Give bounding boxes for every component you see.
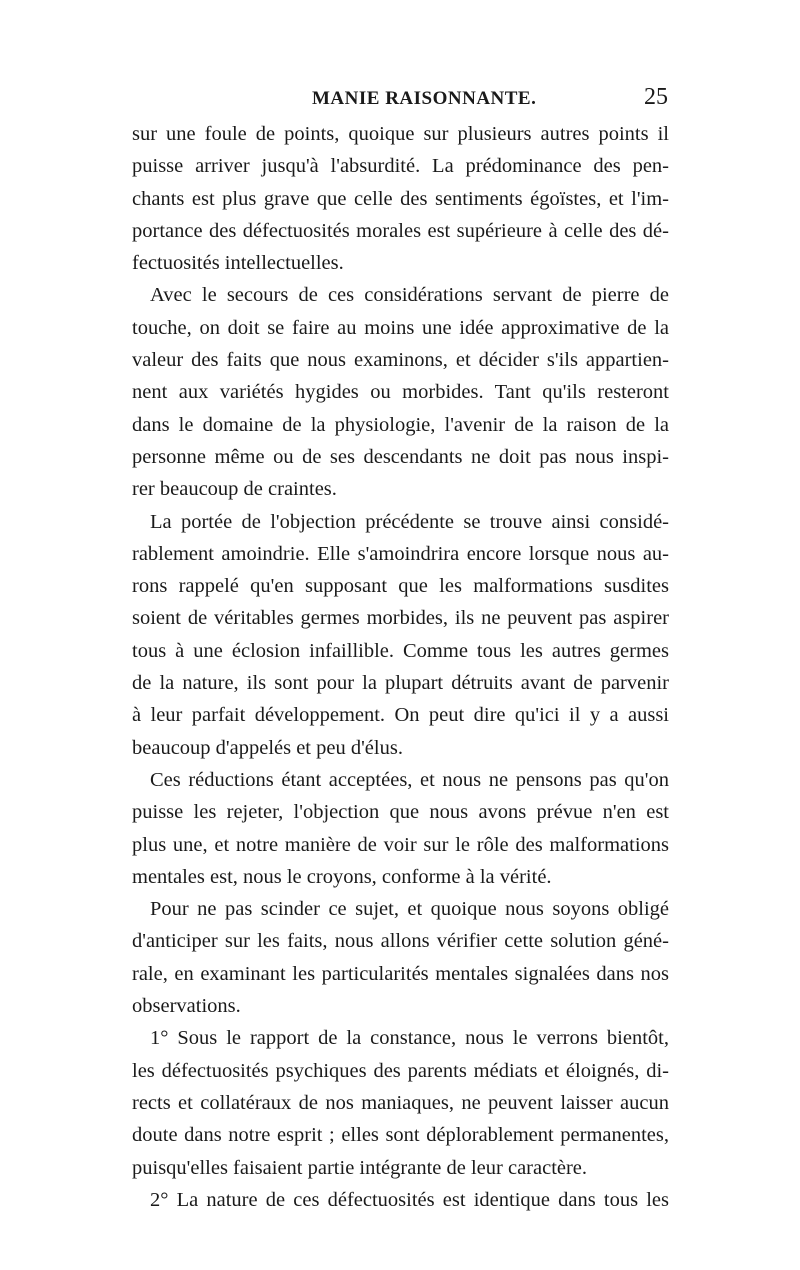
text-line: à leur parfait développement. On peut dire qu'ici il y a aussi bbox=[132, 704, 669, 727]
text-line: chants est plus grave que celle des sentiments égoïstes, et l'im- bbox=[132, 187, 669, 210]
page-number: 25 bbox=[644, 84, 668, 110]
text-line: beaucoup d'appelés et peu d'élus. bbox=[132, 736, 403, 759]
text-line: valeur des faits que nous examinons, et décider s'ils appartien- bbox=[132, 349, 669, 372]
text-line: Ces réductions étant acceptées, et nous ne pensons pas qu'on bbox=[150, 768, 669, 791]
text-line: fectuosités intellectuelles. bbox=[132, 252, 344, 275]
body-text bbox=[132, 118, 669, 1216]
text-line: sur une foule de points, quoique sur plusieurs autres points il bbox=[132, 123, 669, 145]
text-line: rects et collatéraux de nos maniaques, ne peuvent laisser aucun bbox=[132, 1091, 669, 1114]
text-line: les défectuosités psychiques des parents médiats et éloignés, di- bbox=[132, 1059, 669, 1082]
text-line: La portée de l'objection précédente se trouve ainsi considé- bbox=[150, 510, 669, 533]
text-line: observations. bbox=[132, 995, 241, 1018]
text-line: de la nature, ils sont pour la plupart détruits avant de parvenir bbox=[132, 672, 669, 695]
text-line: 1° Sous le rapport de la constance, nous le verrons bientôt, bbox=[150, 1027, 669, 1050]
text-line: rablement amoindrie. Elle s'amoindrira encore lorsque nous au- bbox=[132, 542, 669, 565]
text-line: 2° La nature de ces défectuosités est identique dans tous les bbox=[150, 1188, 669, 1211]
text-line: rer beaucoup de craintes. bbox=[132, 478, 337, 501]
text-line: plus une, et notre manière de voir sur le rôle des malformations bbox=[132, 833, 669, 856]
text-line: d'anticiper sur les faits, nous allons vérifier cette solution géné- bbox=[132, 930, 669, 953]
text-line: Avec le secours de ces considérations servant de pierre de bbox=[150, 284, 669, 307]
running-title: MANIE RAISONNANTE. bbox=[312, 88, 537, 109]
text-line: rons rappelé qu'en supposant que les malformations susdites bbox=[132, 575, 669, 598]
text-line: mentales est, nous le croyons, conforme à la vérité. bbox=[132, 865, 552, 888]
text-line: dans le domaine de la physiologie, l'avenir de la raison de la bbox=[132, 413, 669, 436]
text-line: Pour ne pas scinder ce sujet, et quoique nous soyons obligé bbox=[150, 898, 669, 921]
text-line: doute dans notre esprit ; elles sont déplorablement permanentes, bbox=[132, 1124, 669, 1147]
text-line: nent aux variétés hygides ou morbides. Tant qu'ils resteront bbox=[132, 381, 669, 404]
text-line: touche, on doit se faire au moins une idée approximative de la bbox=[132, 316, 669, 339]
text-line: soient de véritables germes morbides, ils ne peuvent pas aspirer bbox=[132, 607, 669, 630]
text-line: puisse les rejeter, l'objection que nous avons prévue n'en est bbox=[132, 801, 669, 824]
text-line: puisqu'elles faisaient partie intégrante de leur caractère. bbox=[132, 1156, 588, 1179]
text-line: rale, en examinant les particularités mentales signalées dans nos bbox=[132, 962, 669, 985]
text-line: personne même ou de ses descendants ne doit pas nous inspi- bbox=[132, 445, 669, 468]
text-line: portance des défectuosités morales est supérieure à celle des dé- bbox=[132, 219, 669, 242]
text-line: tous à une éclosion infaillible. Comme tous les autres germes bbox=[132, 639, 669, 662]
text-line: puisse arriver jusqu'à l'absurdité. La prédominance des pen- bbox=[132, 155, 669, 178]
running-head bbox=[132, 84, 668, 118]
